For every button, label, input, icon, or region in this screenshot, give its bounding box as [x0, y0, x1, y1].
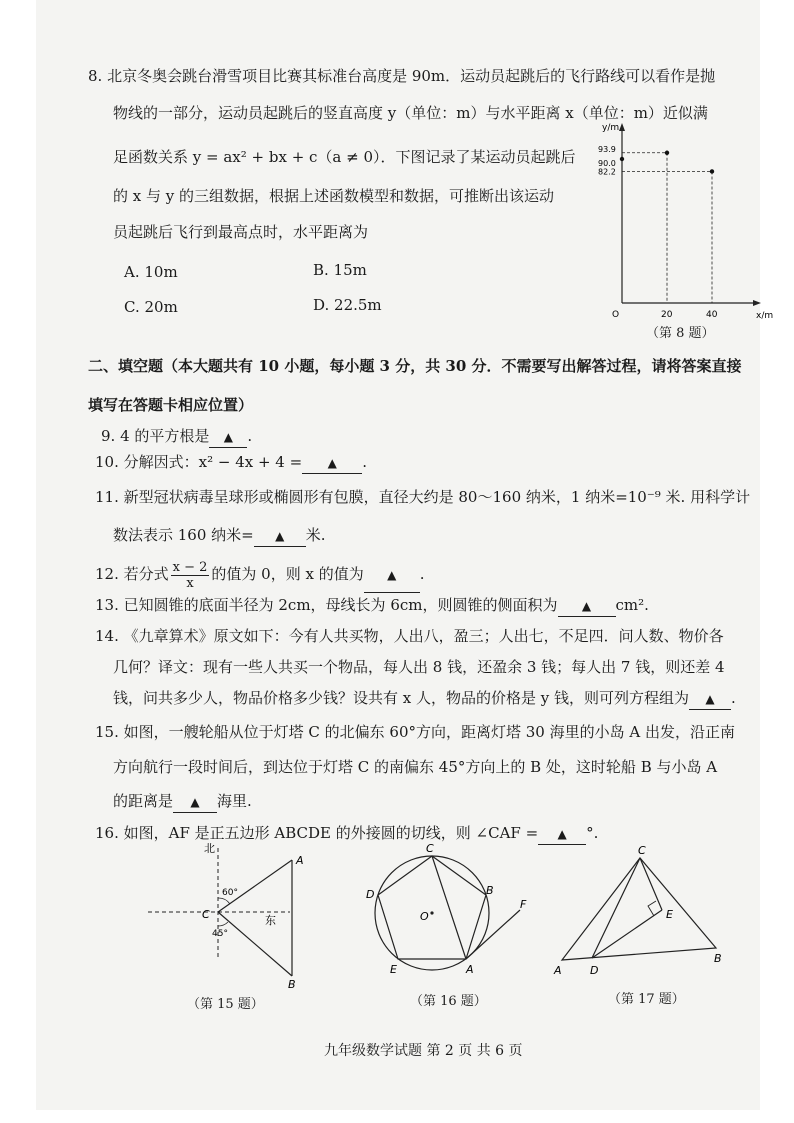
- q15-text: 的距离是: [113, 792, 174, 810]
- q16-unit: °.: [586, 824, 599, 842]
- q8-line5: 员起跳后飞行到最高点时，水平距离为: [113, 223, 369, 241]
- q15-unit: 海里.: [217, 792, 252, 810]
- point-C-label: C: [638, 844, 646, 857]
- q13: [95, 595, 649, 617]
- q12-numerator: x − 2: [172, 559, 208, 575]
- segment-DE: [592, 910, 662, 958]
- point-B-label: B: [288, 978, 296, 991]
- point-D-label: D: [366, 888, 375, 901]
- q16-answer-blank: ▲: [557, 827, 567, 841]
- right-angle-mark: [648, 901, 656, 916]
- q8-line3: 足函数关系 y = ax² + bx + c（a ≠ 0）．下图记录了某运动员起跳后: [113, 148, 576, 166]
- figure-15: [140, 840, 320, 1000]
- point-F-label: F: [520, 898, 527, 911]
- section2-heading-line1: 二、填空题（本大题共有 10 小题，每小题 3 分，共 30 分．不需要写出解答过程，请将答案直接: [88, 357, 742, 375]
- q12-post: 的值为 0，则 x 的值为: [211, 565, 364, 583]
- q12-pre: 12. 若分式: [95, 565, 169, 583]
- segment-CB: [218, 912, 292, 976]
- segment-CD: [592, 858, 640, 958]
- q14-line2: 几何？译文：现有一些人共买一个物品，每人出 8 钱，还盈余 3 钱；每人出 7 钱，则还差 4: [113, 658, 725, 676]
- chart-x-arrow: [753, 300, 761, 306]
- point-A-label: A: [466, 963, 474, 976]
- chart-y-tick-label: 93.9: [598, 144, 616, 154]
- q15-line2: 方向航行一段时间后，到达位于灯塔 C 的南偏东 45°方向上的 B 处，这时轮船 B 与小岛 A: [113, 758, 718, 776]
- q8-option-b: B. 15m: [313, 261, 367, 279]
- angle-45-arc: [218, 922, 228, 926]
- angle-60-arc: [218, 898, 230, 904]
- q10-text: 10. 分解因式：x² − 4x + 4 =: [95, 453, 303, 471]
- q9-text: 9. 4 的平方根是: [101, 427, 210, 445]
- center-point: [430, 911, 433, 914]
- chart-point: [710, 169, 714, 173]
- section2-heading-line2: 填写在答题卡相应位置）: [88, 396, 254, 414]
- q15-line3: [113, 791, 252, 813]
- segment-CE-inner: [640, 858, 662, 910]
- q13-answer-blank: ▲: [581, 599, 592, 613]
- north-label: 北: [204, 842, 215, 855]
- q14-answer-blank: ▲: [705, 692, 715, 706]
- chart-point: [665, 151, 669, 155]
- q12-answer-blank: ▲: [387, 568, 397, 582]
- q15-answer-blank: ▲: [190, 795, 200, 809]
- point-A-label: A: [296, 854, 304, 867]
- q11-text: 数法表示 160 纳米=: [113, 526, 254, 544]
- q8-line1: 8. 北京冬奥会跳台滑雪项目比赛其标准台高度是 90m．运动员起跳后的飞行路线可以看作是抛: [88, 67, 716, 85]
- chart-x-tick-label: 20: [661, 310, 673, 320]
- q8-chart: [586, 118, 774, 323]
- east-label: 东: [265, 914, 276, 927]
- q8-option-c: C. 20m: [124, 298, 178, 316]
- chart-ylabel: y/m: [602, 123, 620, 133]
- point-E-label: E: [390, 963, 397, 976]
- q12-fraction: [171, 560, 210, 591]
- q15-caption: （第 15 题）: [187, 997, 264, 1012]
- q12: 12. 若分式 $\frac{x - 2}{x}$ 的值为 0，则 x 的值为 ▲ .: [95, 557, 424, 593]
- point-C-label: C: [202, 908, 210, 921]
- chart-x-tick-label: O: [612, 310, 620, 320]
- chart-y-tick-label: 90.0: [598, 159, 616, 168]
- point-O-label: O: [420, 910, 429, 923]
- segment-CA: [432, 856, 466, 959]
- chart-x-tick-label: 40: [706, 310, 718, 320]
- q8-line4: 的 x 与 y 的三组数据，根据上述函数模型和数据，可推断出该运动: [113, 187, 555, 205]
- point-B-label: B: [486, 884, 494, 897]
- q11-line1: 11. 新型冠状病毒呈球形或椭圆形有包膜，直径大约是 80～160 纳米，1 纳米=10⁻⁹ 米. 用科学计: [95, 488, 751, 506]
- q16-caption: （第 16 题）: [410, 994, 487, 1009]
- q9-answer-blank: ▲: [223, 430, 234, 444]
- q9: 9. 4 的平方根是 ▲ .: [101, 426, 252, 448]
- page-footer: 九年级数学试题 第 2 页 共 6 页: [324, 1043, 523, 1059]
- q8-option-a: A. 10m: [124, 263, 178, 281]
- q11-answer-blank: ▲: [275, 529, 285, 543]
- q14-line3: 钱，问共多少人，物品价格多少钱？设共有 x 人，物品的价格是 y 钱，则可列方程组为 ▲ .: [113, 688, 736, 710]
- q11-unit: 米.: [305, 526, 326, 544]
- q8-line2: 物线的一部分，运动员起跳后的竖直高度 y（单位：m）与水平距离 x（单位：m）近似满: [113, 104, 708, 122]
- q8-caption: （第 8 题）: [646, 326, 715, 341]
- chart-point: [620, 157, 624, 161]
- figure-17: [548, 842, 728, 982]
- q14-text: 钱，问共多少人，物品价格多少钱？设共有 x 人，物品的价格是 y 钱，则可列方程组为: [113, 689, 690, 707]
- point-C-label: C: [426, 842, 434, 855]
- q10-answer-blank: ▲: [327, 456, 337, 470]
- figure-16: [362, 840, 542, 985]
- point-E-label: E: [666, 908, 673, 921]
- angle-45-label: 45°: [212, 929, 228, 939]
- q12-denominator: x: [186, 575, 194, 591]
- q15-line1: 15. 如图，一艘轮船从位于灯塔 C 的北偏东 60°方向，距离灯塔 30 海里的小岛 A 出发，沿正南: [95, 723, 735, 741]
- q10: 10. 分解因式：x² − 4x + 4 = ▲ .: [95, 452, 367, 474]
- chart-y-arrow: [619, 123, 625, 131]
- chart-y-tick-label: 82.2: [598, 167, 616, 177]
- point-D-label: D: [590, 964, 599, 977]
- angle-60-label: 60°: [222, 888, 238, 898]
- q13-text: 13. 已知圆锥的底面半径为 2cm，母线长为 6cm，则圆锥的侧面积为: [95, 596, 558, 614]
- q16-text: 16. 如图，AF 是正五边形 ABCDE 的外接圆的切线，则 ∠CAF =: [95, 824, 539, 842]
- q13-unit: cm².: [615, 596, 649, 614]
- point-A-label: A: [554, 964, 562, 977]
- q11-line2: [113, 525, 326, 547]
- pentagon-ABCDE: [378, 856, 486, 959]
- q17-caption: （第 17 题）: [608, 992, 685, 1007]
- triangle-ABC: [562, 858, 716, 960]
- chart-xlabel: x/m: [756, 311, 774, 321]
- point-B-label: B: [714, 952, 722, 965]
- q14-line1: 14. 《九章算术》原文如下：今有人共买物，人出八，盈三；人出七，不足四．问人数、物价各: [95, 627, 724, 645]
- q8-option-d: D. 22.5m: [313, 296, 382, 314]
- segment-CA: [218, 860, 292, 912]
